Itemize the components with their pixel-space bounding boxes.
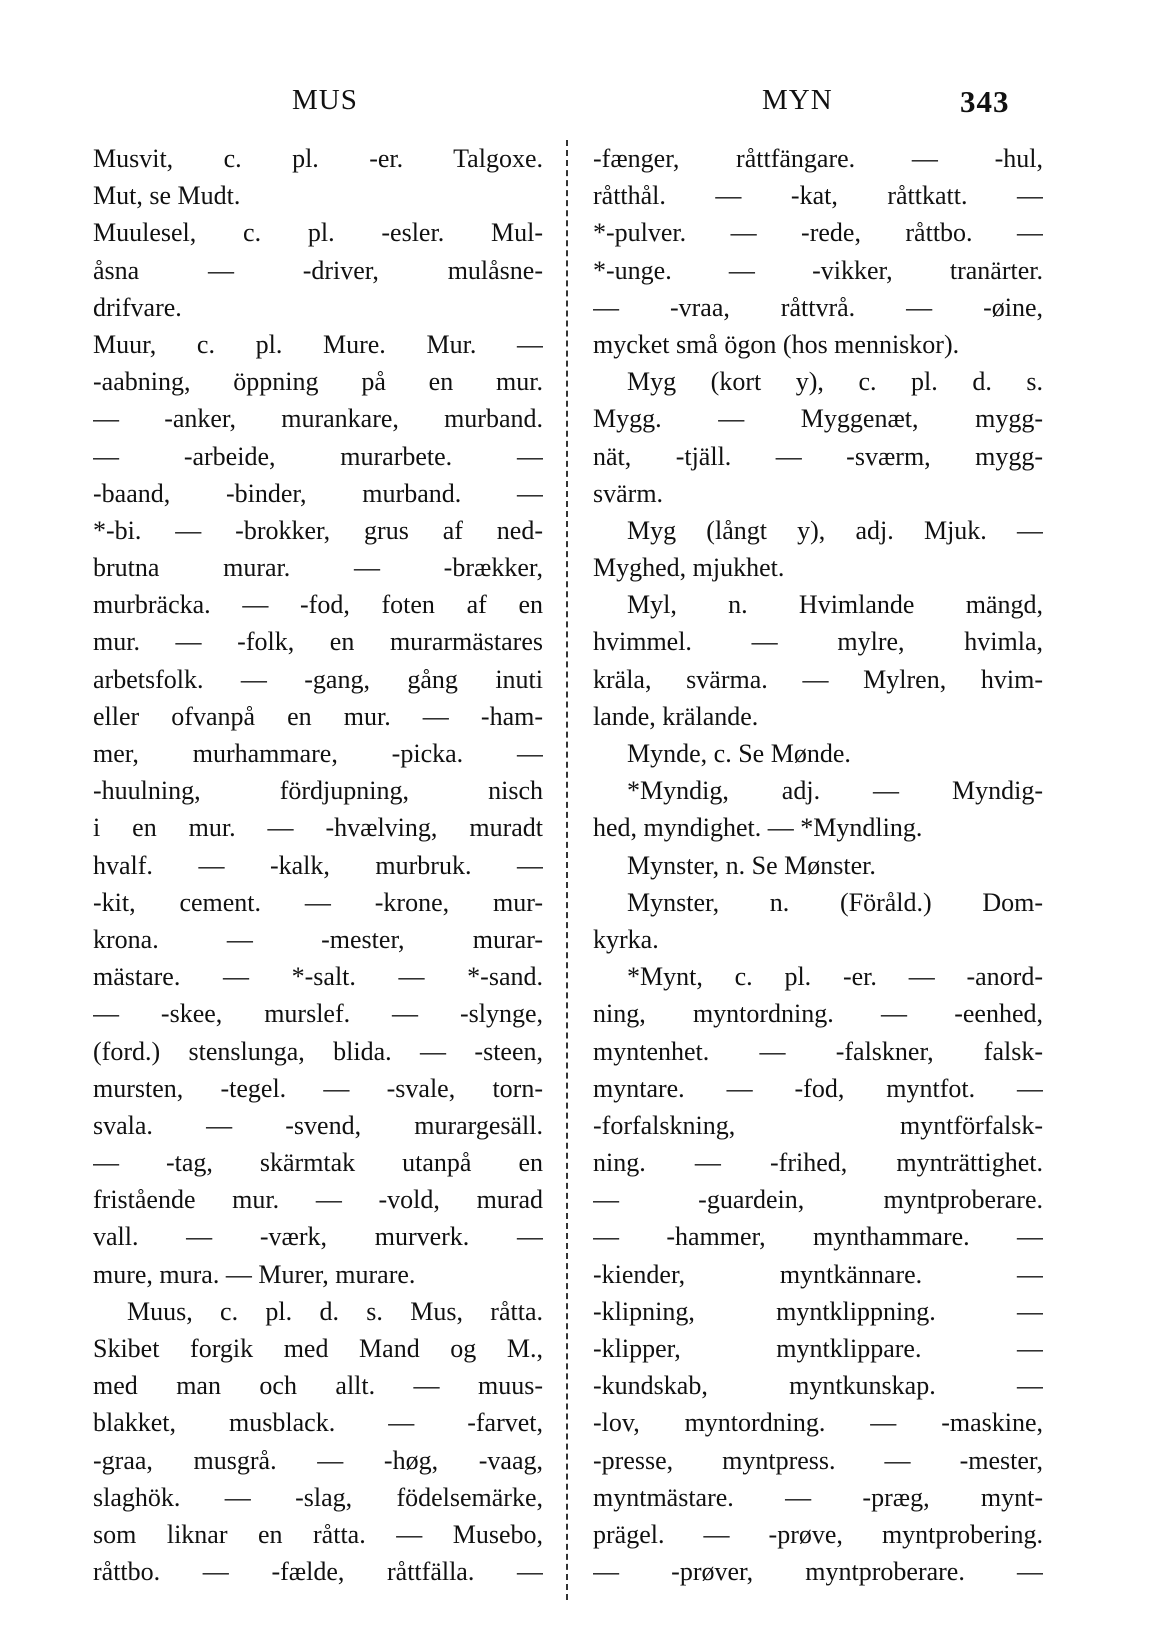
dictionary-line: -graa, musgrå. — -høg, -vaag, xyxy=(93,1445,543,1475)
dictionary-line: Mygg. — Myggenæt, mygg- xyxy=(593,404,1043,434)
dictionary-line: -klipning, myntklippning. — xyxy=(593,1296,1043,1326)
dictionary-line: blakket, musblack. — -farvet, xyxy=(93,1408,543,1438)
dictionary-line: -huulning, fördjupning, nisch xyxy=(93,776,543,806)
dictionary-line: Myghed, mjukhet. xyxy=(593,553,785,583)
dictionary-line: — -tag, skärmtak utanpå en xyxy=(93,1148,543,1178)
dictionary-line: myntare. — -fod, myntfot. — xyxy=(593,1073,1043,1103)
dictionary-line: råtthål. — -kat, råttkatt. — xyxy=(593,181,1043,211)
dictionary-line: — -arbeide, murarbete. — xyxy=(93,441,543,471)
dictionary-line: *-bi. — -brokker, grus af ned- xyxy=(93,515,543,545)
dictionary-line: lande, krälande. xyxy=(593,701,759,731)
dictionary-line: -aabning, öppning på en mur. xyxy=(93,367,543,397)
dictionary-line: kräla, svärma. — Mylren, hvim- xyxy=(593,664,1043,694)
dictionary-line: drifvare. xyxy=(93,292,182,322)
dictionary-line: -kiender, myntkännare. — xyxy=(593,1259,1043,1289)
dictionary-line: *-unge. — -vikker, tranärter. xyxy=(593,255,1043,285)
dictionary-line: *-pulver. — -rede, råttbo. — xyxy=(593,218,1043,248)
dictionary-line: — -skee, murslef. — -slynge, xyxy=(93,999,543,1029)
dictionary-line: — -prøver, myntproberare. — xyxy=(593,1557,1043,1587)
dictionary-line: Muus, c. pl. d. s. Mus, råtta. xyxy=(127,1296,543,1326)
dictionary-line: *Myndig, adj. — Myndig- xyxy=(627,776,1043,806)
dictionary-line: -forfalskning, myntförfalsk- xyxy=(593,1110,1043,1140)
dictionary-line: med man och allt. — muus- xyxy=(93,1371,543,1401)
dictionary-line: murbräcka. — -fod, foten af en xyxy=(93,590,543,620)
dictionary-line: — -hammer, mynthammare. — xyxy=(593,1222,1043,1252)
dictionary-line: (ford.) stenslunga, blida. — -steen, xyxy=(93,1036,543,1066)
dictionary-line: eller ofvanpå en mur. — -ham- xyxy=(93,701,543,731)
dictionary-line: råttbo. — -fælde, råttfälla. — xyxy=(93,1557,543,1587)
dictionary-line: krona. — -mester, murar- xyxy=(93,924,543,954)
dictionary-line: -presse, myntpress. — -mester, xyxy=(593,1445,1043,1475)
page-header xyxy=(0,84,1152,134)
dictionary-line: *Mynt, c. pl. -er. — -anord- xyxy=(627,962,1043,992)
dictionary-line: hed, myndighet. — *Myndling. xyxy=(593,813,923,843)
dictionary-line: Mynde, c. Se Mønde. xyxy=(627,739,851,768)
dictionary-line: hvalf. — -kalk, murbruk. — xyxy=(93,850,543,880)
dictionary-line: prägel. — -prøve, myntprobering. xyxy=(593,1519,1043,1549)
right-column xyxy=(593,140,1043,1590)
dictionary-line: Myl, n. Hvimlande mängd, xyxy=(627,590,1043,620)
dictionary-line: mer, murhammare, -picka. — xyxy=(93,739,543,768)
left-column xyxy=(93,140,543,1590)
dictionary-line: Myg (kort y), c. pl. d. s. xyxy=(627,367,1043,397)
dictionary-line: mur. — -folk, en murarmästares xyxy=(93,627,543,657)
dictionary-line: som liknar en råtta. — Musebo, xyxy=(93,1519,543,1549)
dictionary-line: mycket små ögon (hos menniskor). xyxy=(593,329,960,359)
dictionary-line: myntenhet. — -falskner, falsk- xyxy=(593,1036,1043,1066)
dictionary-line: -lov, myntordning. — -maskine, xyxy=(593,1408,1043,1438)
dictionary-line: vall. — -værk, murverk. — xyxy=(93,1222,543,1252)
column-divider xyxy=(566,140,568,1600)
dictionary-line: Skibet forgik med Mand og M., xyxy=(93,1334,543,1363)
dictionary-line: kyrka. xyxy=(593,924,659,954)
dictionary-line: Mynster, n. (Föråld.) Dom- xyxy=(627,887,1043,917)
dictionary-line: mure, mura. — Murer, murare. xyxy=(93,1259,416,1289)
dictionary-line: — -vraa, råttvrå. — -øine, xyxy=(593,292,1043,322)
dictionary-line: Musvit, c. pl. -er. Talgoxe. xyxy=(93,144,543,173)
dictionary-line: Muur, c. pl. Mure. Mur. — xyxy=(93,329,543,359)
dictionary-line: -klipper, myntklippare. — xyxy=(593,1334,1043,1363)
dictionary-line: Muulesel, c. pl. -esler. Mul- xyxy=(93,218,543,248)
header-left-keyword: MUS xyxy=(292,84,358,116)
dictionary-line: mursten, -tegel. — -svale, torn- xyxy=(93,1073,543,1103)
dictionary-line: -baand, -binder, murband. — xyxy=(93,478,543,508)
dictionary-line: Mynster, n. Se Mønster. xyxy=(627,850,876,880)
dictionary-line: ning. — -frihed, mynträttighet. xyxy=(593,1148,1043,1178)
dictionary-line: hvimmel. — mylre, hvimla, xyxy=(593,627,1043,657)
dictionary-line: Myg (långt y), adj. Mjuk. — xyxy=(627,515,1043,545)
dictionary-line: Mut, se Mudt. xyxy=(93,181,241,211)
dictionary-line: -kit, cement. — -krone, mur- xyxy=(93,887,543,917)
dictionary-line: ning, myntordning. — -eenhed, xyxy=(593,999,1043,1029)
dictionary-line: i en mur. — -hvælving, muradt xyxy=(93,813,543,843)
dictionary-line: svala. — -svend, murargesäll. xyxy=(93,1110,543,1140)
dictionary-line: -fænger, råttfängare. — -hul, xyxy=(593,144,1043,173)
dictionary-line: fristående mur. — -vold, murad xyxy=(93,1185,543,1215)
dictionary-line: — -anker, murankare, murband. xyxy=(93,404,543,434)
dictionary-line: brutna murar. — -brækker, xyxy=(93,553,543,583)
dictionary-line: mästare. — *-salt. — *-sand. xyxy=(93,962,543,992)
dictionary-line: arbetsfolk. — -gang, gång inuti xyxy=(93,664,543,694)
dictionary-line: nät, -tjäll. — -sværm, mygg- xyxy=(593,441,1043,471)
dictionary-line: myntmästare. — -præg, mynt- xyxy=(593,1482,1043,1512)
dictionary-line: slaghök. — -slag, födelsemärke, xyxy=(93,1482,543,1512)
dictionary-line: -kundskab, myntkunskap. — xyxy=(593,1371,1043,1401)
header-right-keyword: MYN xyxy=(762,84,833,116)
page-number: 343 xyxy=(960,84,1010,119)
dictionary-line: svärm. xyxy=(593,478,664,508)
dictionary-line: — -guardein, myntproberare. xyxy=(593,1185,1043,1215)
dictionary-line: åsna — -driver, mulåsne- xyxy=(93,255,543,285)
